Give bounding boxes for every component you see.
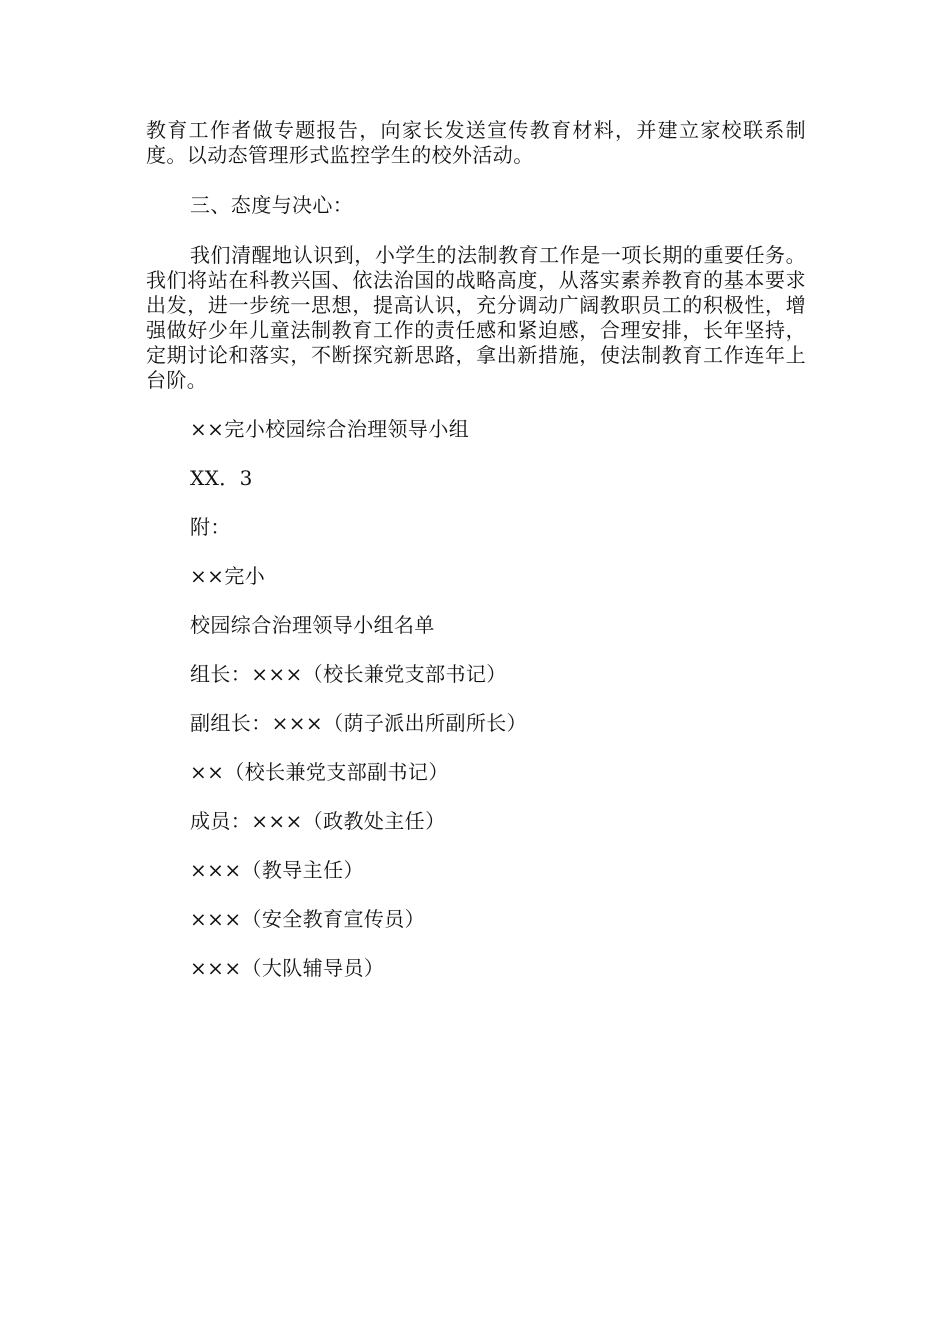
member-line: 成员：×××（政教处主任） [190,809,446,833]
date-line: XX．3 [190,466,253,490]
member-line: 组长：×××（校长兼党支部书记） [190,662,507,686]
member-line: ×××（安全教育宣传员） [190,907,426,931]
section-heading: 三、态度与决心： [190,193,354,217]
member-line: ×××（教导主任） [190,858,364,882]
school-name: ××完小 [190,564,266,588]
signature-line: ××完小校园综合治理领导小组 [190,417,470,441]
paragraph-attitude: 我们清醒地认识到，小学生的法制教育工作是一项长期的重要任务。我们将站在科教兴国、依法治国的战略高度，从落实素养教育的基本要求出发，进一步统一思想，提高认识，充分调动广阔教职员工的积极性，增强做好少年儿童法制教育工作的责任感和紧迫感，合理安排，长年坚持，定期讨论和落实，不断探究新思路，拿出新措施，使法制教育工作连年上台阶。 [146,243,806,392]
member-line: ××（校长兼党支部副书记） [190,760,449,784]
appendix-label: 附： [190,515,231,539]
member-line: 副组长：×××（荫子派出所副所长） [190,711,528,735]
document-page [146,118,806,981]
member-line: ×××（大队辅导员） [190,956,385,980]
paragraph-continuation: 教育工作者做专题报告，向家长发送宣传教育材料，并建立家校联系制度。以动态管理形式监控学生的校外活动。 [146,118,806,167]
list-title: 校园综合治理领导小组名单 [190,613,435,637]
